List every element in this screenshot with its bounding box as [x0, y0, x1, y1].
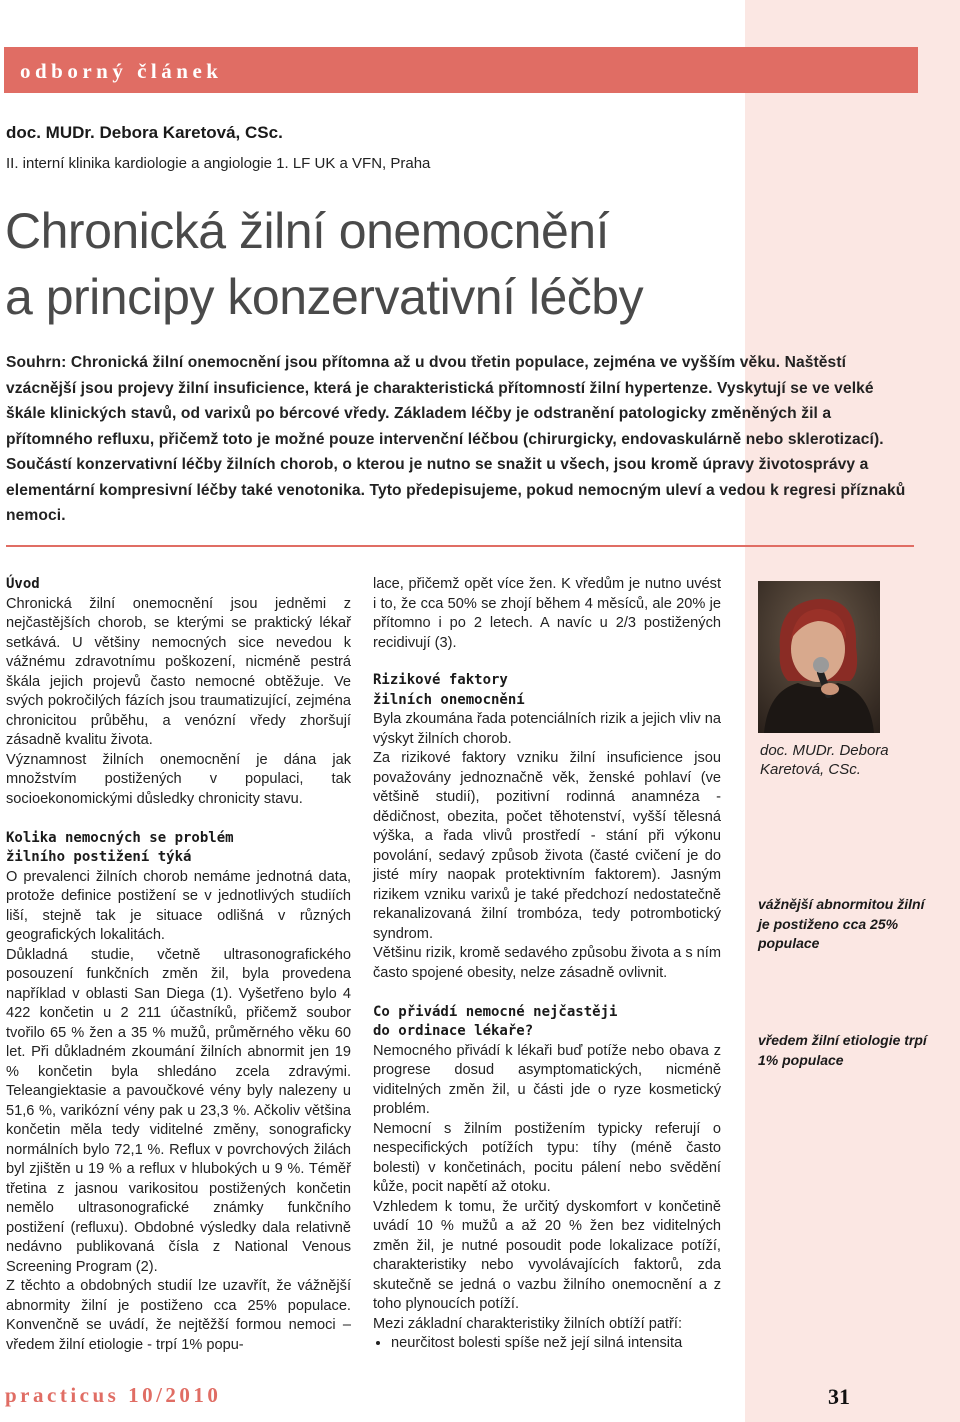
section-divider	[6, 545, 914, 547]
heading-prevalence	[6, 829, 351, 868]
abstract: Souhrn: Chronická žilní onemocnění jsou přítomna až u dvou třetin populace, zejména ve vyšším věku. Naštěstí vzácnější jsou projevy žilní insuficience, která je charakteristická přítomností žilní hypertenze. Vyskytují se ve velké škále klinických stavů, od varixů po bércové vředy. Základem léčby je odstranění patologicky změněných žil a přítomného refluxu, přičemž toto je možné pouze intervenční léčbou (chirurgicky, endovaskulárně nebo sklerotizací). Součástí konzervativní léčby žilních chorob, o kterou je nutno se snažit u všech, jsou kromě úpravy životosprávy a elementární kompresivní léčby také venotonika. Tyto předepisujeme, pokud nemocným uleví a vedou k regresi příznaků nemoci.	[6, 354, 906, 524]
heading-risk-factors	[373, 671, 721, 710]
title-line-1: Chronická žilní onemocnění	[5, 203, 609, 259]
symptom-list	[373, 1334, 721, 1354]
article-title	[5, 198, 805, 330]
caption-line: Karetová, CSc.	[760, 761, 861, 778]
heading-line: Rizikové faktory	[373, 672, 508, 688]
author-portrait-image	[758, 581, 880, 733]
paragraph: O prevalenci žilních chorob nemáme jednotná data, protože definice postižení se v jednotlivých studiích liší, stejně tak je situace odlišná v různých geografických lokalitách.	[6, 868, 351, 943]
paragraph: Byla zkoumána řada potenciálních rizik a jejich vliv na výskyt žilních chorob.	[373, 711, 721, 747]
heading-line: do ordinace lékaře?	[373, 1023, 534, 1039]
left-column	[6, 575, 351, 1355]
heading-line: Kolika nemocných se problém	[6, 829, 234, 846]
caption-line: doc. MUDr. Debora	[760, 742, 889, 759]
heading-line: žilního postižení týká	[6, 849, 192, 865]
journal-footer: practicus 10/2010	[5, 1383, 222, 1407]
author-affiliation: II. interní klinika kardiologie a angiologie 1. LF UK a VFN, Praha	[6, 155, 431, 172]
heading-intro: Úvod	[6, 576, 40, 592]
author-name: doc. MUDr. Debora Karetová, CSc.	[6, 123, 283, 142]
paragraph: Významnost žilních onemocnění je dána jak množstvím postižených v populaci, tak socioekonomickými důsledky chronicity stavu.	[6, 751, 351, 807]
title-line-2: a principy konzervativní léčby	[5, 269, 644, 325]
section-label: odborný článek	[20, 59, 223, 83]
middle-column	[373, 575, 721, 1354]
author-photo	[758, 581, 880, 733]
paragraph: Za rizikové faktory vzniku žilní insuficience jsou považovány jednoznačně věk, ženské pohlaví (ve většině studií), pozitivní rodinná anamnéza - dědičnost, obezita, počet těhotenství, vyšší tělesná výška, a řada vlivů prostředí - stání při výkonu povolání, sedavý způsob života (časté cvičení je do jisté míry naopak protektivním faktorem). Jasným rizikem vzniku varixů je také předchozí nedostatečně rekanalizovaná žilní trombóza, tedy potrombotický syndrom.	[373, 750, 721, 942]
paragraph: Důkladná studie, včetně ultrasonografického posouzení funkčních změn žil, byla provedena například v oblasti San Diega (1). Vyšetřeno bylo 4 422 končetin u 2 211 účastníků, přičemž soubor tvořilo 65 % žen a 35 % mužů, průměrného věku 60 let. Při důkladném zkoumání žilních abnormit jen 19 % končetin byla shledáno zcela zdravými. Teleangiektasie a pavoučkové vény byly nalezeny u 51,6 %, varikózní vény pak u 23,3 %. Ačkoliv většina končetin měla tedy viditelné změny, sonograficky normálních bylo 72,1 %. Reflux v povrchových žilách byl zjištěn u 19 % a reflux v hlubokých u 9 %. Téměř třetina z jasnou varikositou postižených končetin nemělo ultrasonografické známky funkčního postižení (refluxu). Obdobné výsledky dala relativně nedávno publikovaná čísla z National Venous Screening Program (2).	[6, 946, 351, 1275]
paragraph: Nemocní s žilním postižením typicky referují o nespecifických potížích typu: tíhy (méně často bolesti) v končetinách, pocitu pálení nebo svědění kůže, pocit napětí až otoku.	[373, 1120, 721, 1195]
paragraph: Nemocného přivádí k lékaři buď potíže nebo obava z progrese dosud asymptomatických, nicméně viditelných změn žil, u části jde o ryze kosmetický problém.	[373, 1042, 721, 1117]
paragraph: Z těchto a obdobných studií lze uzavřít, že vážnější abnormity žilní je postiženo cca 25% populace. Konvenčně se uvádí, že nejtěžší formou nemoci – vředem žilní etiologie - trpí 1% popu-	[6, 1278, 351, 1353]
photo-caption	[760, 741, 889, 779]
pull-quote-1: vážnější abnormitou žilní je postiženo cca 25% populace	[758, 896, 925, 951]
heading-line: Co přivádí nemocné nejčastěji	[373, 1003, 618, 1020]
pull-quote-2: vředem žilní etiologie trpí 1% populace	[758, 1032, 927, 1068]
paragraph: lace, přičemž opět více žen. K vředům je nutno uvést i to, že cca 50% se zhojí během 4 měsíců, ale 20% je přítomno i po 2 letech. A navíc u 2/3 postižených recidivují (3).	[373, 576, 721, 651]
paragraph: Chronická žilní onemocnění jsou jedněmi z nejčastějších chorob, se kterými se praktický lékař setkává. U většiny nemocných sice nevedou k vážnému zdravotnímu poškození, nicméně pestrá škála jejich projevů často nemocné obtěžuje. Ve svých pokročilých fázích jsou traumatizující, zejména chronicitou průběhu, a venózní vředy zhoršují zásadně kvalitu života.	[6, 595, 351, 748]
page-number: 31	[828, 1384, 850, 1409]
section-banner	[4, 47, 918, 93]
paragraph: Většinu rizik, kromě sedavého způsobu života a s ním často spojené obesity, nelze zásadně ovlivnit.	[373, 945, 721, 981]
paragraph: Vzhledem k tomu, že určitý dyskomfort v končetině uvádí 10 % mužů a až 20 % žen bez viditelných změn žil, je nutné posoudit pode lokalizace potíží, charakteristiky nebo vyvolávajících faktorů, zda skutečně se jedná o vazbu žilního onemocnění a z toho plynoucích potíží.	[373, 1198, 721, 1312]
heading-line: žilních onemocnění	[373, 691, 525, 708]
heading-doctor-visit	[373, 1003, 721, 1042]
paragraph: Mezi základní charakteristiky žilních obtíží patří:	[373, 1315, 683, 1332]
list-item: • neurčitost bolesti spíše než její silná intensita	[391, 1334, 721, 1354]
